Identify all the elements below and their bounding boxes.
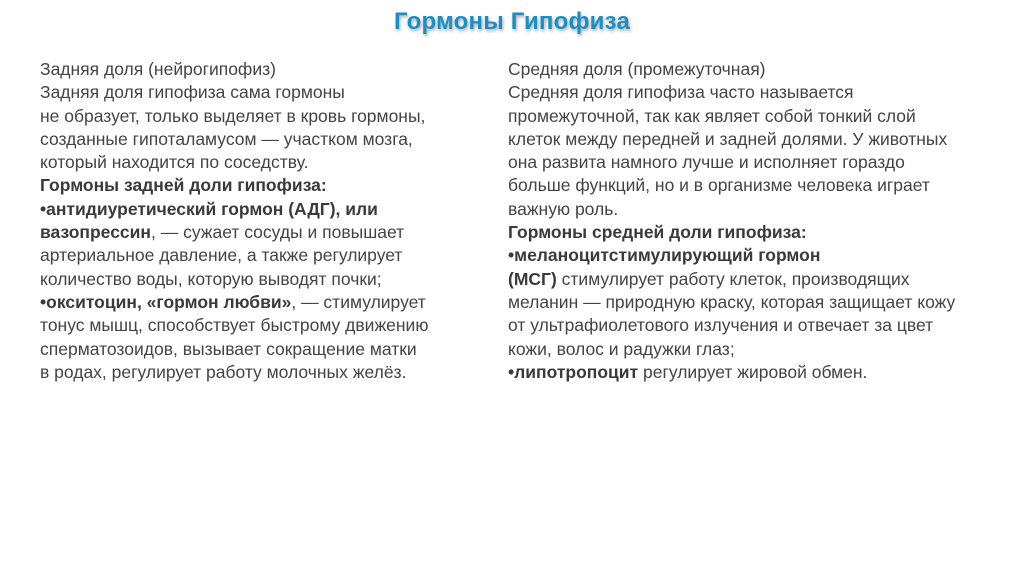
posterior-intro-line: не образует, только выделяет в кровь гормоны,	[40, 105, 426, 126]
posterior-hormones-subheading: Гормоны задней доли гипофиза:	[40, 175, 327, 196]
msh-text: стимулирует работу клеток, производящих	[556, 268, 910, 289]
adh-line: артериальное давление, а также регулирует	[40, 245, 403, 266]
oxytocin-line: тонус мышц, способствует быстрому движению	[40, 315, 429, 336]
msh-title: •меланоцитстимулирующий гормон	[508, 245, 821, 266]
adh-line	[40, 221, 480, 244]
intermediate-lobe-heading: Средняя доля (промежуточная)	[508, 59, 766, 79]
lipotropin-line	[508, 361, 1008, 384]
msh-line: от ультрафиолетового излучения и отвечает за цвет	[508, 315, 934, 336]
intermediate-intro-line: больше функций, но и в организме человека играет	[508, 175, 930, 196]
oxytocin-term: •окситоцин, «гормон любви»	[40, 291, 292, 312]
msh-line: кожи, волос и радужки глаз;	[508, 338, 735, 359]
adh-title: •антидиуретический гормон (АДГ), или	[40, 198, 378, 219]
intermediate-intro-line: она развита намного лучше и исполняет гораздо	[508, 152, 905, 173]
msh-line	[508, 268, 1008, 291]
posterior-intro-line: который находится по соседству.	[40, 152, 309, 173]
msh-line: меланин — природную краску, которая защищает кожу	[508, 291, 956, 312]
oxytocin-line	[40, 291, 480, 314]
intermediate-intro-line: клеток между передней и задней долями. У животных	[508, 128, 948, 149]
intermediate-intro-line: важную роль.	[508, 198, 619, 219]
intermediate-hormones-subheading: Гормоны средней доли гипофиза:	[508, 222, 807, 243]
posterior-lobe-heading: Задняя доля (нейрогипофиз)	[40, 59, 276, 79]
adh-text: , — сужает сосуды и повышает	[150, 222, 405, 243]
lipotropin-term: •липотропоцит	[508, 361, 639, 382]
posterior-intro-line: созданные гипоталамусом — участком мозга,	[40, 128, 413, 149]
adh-line: количество воды, которую выводят почки;	[40, 268, 382, 289]
msh-abbrev: (МСГ)	[508, 268, 557, 289]
vasopressin-term: вазопрессин	[40, 222, 151, 243]
intermediate-intro-line: промежуточной, так как являет собой тонкий слой	[508, 105, 916, 126]
oxytocin-text: , — стимулирует	[291, 291, 426, 312]
posterior-intro-line: Задняя доля гипофиза сама гормоны	[40, 82, 345, 103]
oxytocin-line: сперматозоидов, вызывает сокращение матки	[40, 338, 417, 359]
oxytocin-line: в родах, регулирует работу молочных желёз.	[40, 361, 407, 382]
lipotropin-text: регулирует жировой обмен.	[638, 361, 868, 382]
intermediate-intro-line: Средняя доля гипофиза часто называется	[508, 82, 854, 103]
intermediate-lobe-column	[508, 58, 1008, 384]
posterior-lobe-column	[40, 58, 480, 384]
slide-title: Гормоны Гипофиза	[393, 8, 630, 35]
